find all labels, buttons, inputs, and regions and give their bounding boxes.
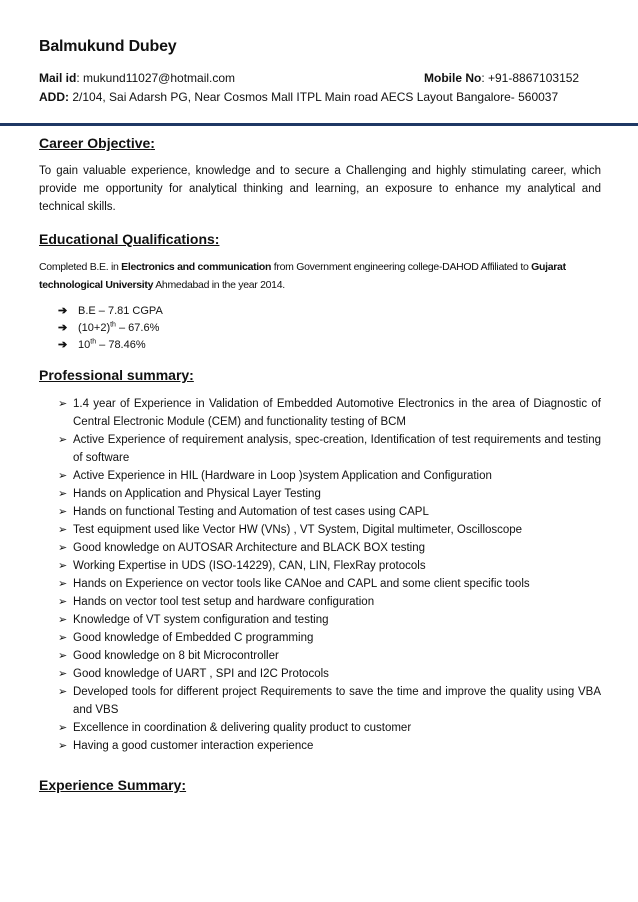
bullet-arrow-icon: ➢	[58, 650, 68, 662]
experience-summary-heading: Experience Summary:	[39, 777, 187, 793]
bullet-arrow-icon: ➢	[58, 740, 68, 752]
mail-value: : mukund11027@hotmail.com	[76, 71, 236, 85]
bullet-arrow-icon: ➢	[58, 596, 68, 608]
list-item: ➢ Hands on Experience on vector tools like CANoe and CAPL and some client specific tools	[58, 575, 601, 593]
list-item: ➢ Hands on functional Testing and Automation of test cases using CAPL	[58, 503, 601, 521]
grade-10th: ➔ 10th – 78.46%	[58, 338, 146, 351]
bullet-arrow-icon: ➢	[58, 632, 68, 644]
list-item: ➢ Working Expertise in UDS (ISO-14229), CAN, LIN, FlexRay protocols	[58, 557, 601, 575]
mail-line	[39, 71, 235, 85]
bullet-arrow-icon: ➢	[58, 614, 68, 626]
list-item: ➢ Good knowledge on 8 bit Microcontroller	[58, 647, 601, 665]
bullet-arrow-icon: ➢	[58, 668, 68, 680]
list-item: ➢ Active Experience in HIL (Hardware in Loop )system Application and Configuration	[58, 467, 601, 485]
list-item: ➢ 1.4 year of Experience in Validation of Embedded Automotive Electronics in the area of Diagnostic of Central Electronic Module (CEM) and functionality testing of BCM	[58, 395, 601, 431]
bullet-arrow-icon: ➢	[58, 542, 68, 554]
bullet-arrow-icon: ➢	[58, 398, 68, 410]
education-text: Completed B.E. in Electronics and communication from Government engineering college-DAHOD Affiliated to Gujarat technological University Ahmedabad in the year 2014.	[39, 261, 566, 291]
arrow-icon: ➔	[58, 322, 68, 334]
bullet-arrow-icon: ➢	[58, 470, 68, 482]
list-item: ➢ Knowledge of VT system configuration and testing	[58, 611, 601, 629]
bullet-arrow-icon: ➢	[58, 578, 68, 590]
list-item: ➢ Excellence in coordination & delivering quality product to customer	[58, 719, 601, 737]
address-value: 2/104, Sai Adarsh PG, Near Cosmos Mall ITPL Main road AECS Layout Bangalore- 560037	[69, 90, 559, 104]
career-objective-heading: Career Objective:	[39, 135, 155, 151]
candidate-name: Balmukund Dubey	[39, 38, 177, 55]
list-item: ➢ Test equipment used like Vector HW (VNs) , VT System, Digital multimeter, Oscilloscope	[58, 521, 601, 539]
career-objective-text: To gain valuable experience, knowledge and to secure a Challenging and highly stimulating career, which provide me opportunity for analytical thinking and learning, an exposure to enhance my analytical and technical skills.	[39, 165, 601, 213]
arrow-icon: ➔	[58, 339, 68, 351]
list-item: ➢ Hands on vector tool test setup and hardware configuration	[58, 593, 601, 611]
grade-12th: ➔ $(10+2)^{th} - 67.6\%$	[58, 321, 160, 334]
list-item: ➢ Hands on Application and Physical Layer Testing	[58, 485, 601, 503]
address-label: ADD:	[39, 90, 69, 104]
bullet-arrow-icon: ➢	[58, 560, 68, 572]
mobile-line	[424, 71, 579, 85]
bullet-arrow-icon: ➢	[58, 722, 68, 734]
list-item: ➢ Developed tools for different project Requirements to save the time and improve the quality using VBA and VBS	[58, 683, 601, 719]
mail-label: Mail id	[39, 71, 77, 85]
bullet-arrow-icon: ➢	[58, 488, 68, 500]
list-item: ➢ Good knowledge of Embedded C programming	[58, 629, 601, 647]
bullet-arrow-icon: ➢	[58, 506, 68, 518]
mobile-label: Mobile No	[424, 71, 482, 85]
professional-summary-heading: Professional summary:	[39, 367, 194, 383]
list-item: ➢ Active Experience of requirement analysis, spec-creation, Identification of test requirements and testing of software	[58, 431, 601, 467]
grade-be: ➔ B.E – 7.81 CGPA	[58, 305, 163, 317]
bullet-arrow-icon: ➢	[58, 686, 68, 698]
professional-summary-list	[58, 395, 601, 755]
arrow-icon: ➔	[58, 305, 68, 317]
list-item: ➢ Having a good customer interaction experience	[58, 737, 601, 755]
address-line	[39, 90, 558, 104]
header-divider	[0, 123, 638, 126]
bullet-arrow-icon: ➢	[58, 524, 68, 536]
bullet-arrow-icon: ➢	[58, 434, 68, 446]
mobile-value: : +91-8867103152	[481, 71, 580, 85]
education-heading: Educational Qualifications:	[39, 231, 220, 247]
list-item: ➢ Good knowledge on AUTOSAR Architecture and BLACK BOX testing	[58, 539, 601, 557]
list-item: ➢ Good knowledge of UART , SPI and I2C Protocols	[58, 665, 601, 683]
